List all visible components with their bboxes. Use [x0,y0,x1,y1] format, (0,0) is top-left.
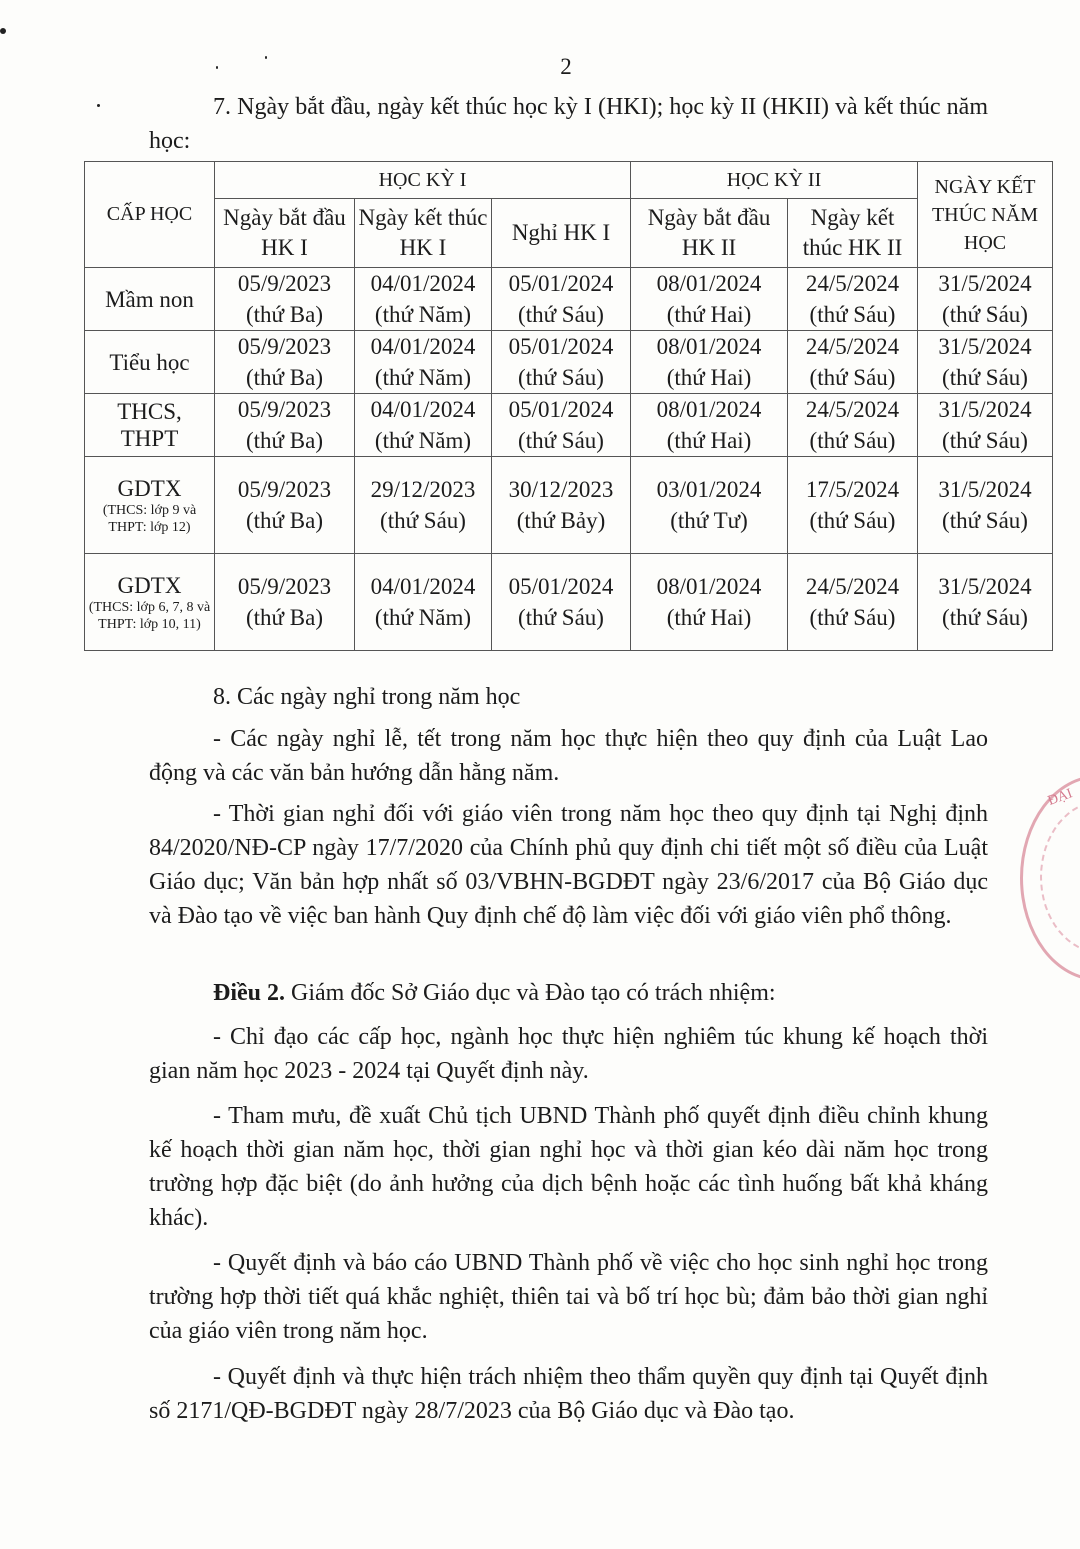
date-value: 04/01/2024 [370,334,476,359]
date-value: 05/9/2023 [237,477,332,502]
level-cell [85,268,215,331]
date-cell [631,554,788,651]
date-cell [355,268,492,331]
header-hk1-start: Ngày bắt đầu HK I [215,199,355,268]
level-name: THCS, THPT [117,399,182,451]
weekday-value: (thứ Sáu) [942,605,1028,630]
weekday-value: (thứ Bảy) [516,508,606,533]
level-note: (THCS: lớp 9 và THPT: lớp 12) [102,502,197,535]
date-cell [918,394,1053,457]
date-value: 30/12/2023 [508,477,614,502]
weekday-value: (thứ Sáu) [518,605,604,630]
article-2-lead: Điều 2. [213,980,285,1006]
weekday-value: (thứ Ba) [246,302,323,327]
date-cell [355,554,492,651]
date-value: 05/9/2023 [237,397,332,422]
date-value: 05/01/2024 [508,334,614,359]
level-cell [85,554,215,651]
level-name: Mầm non [105,286,194,312]
table-row [85,554,1053,651]
date-value: 04/01/2024 [370,271,476,296]
date-cell [631,331,788,394]
date-value: 24/5/2024 [805,334,900,359]
level-name: GDTX [117,475,182,501]
article-2-bullet: - Chỉ đạo các cấp học, ngành học thực hiện nghiêm túc khung kế hoạch thời gian năm học 2023 - 2024 tại Quyết định này. [149,1024,988,1084]
date-value: 08/01/2024 [656,271,762,296]
date-cell [788,457,918,554]
date-cell [492,268,631,331]
date-cell [918,268,1053,331]
table-row [85,331,1053,394]
date-value: 31/5/2024 [938,271,1032,296]
weekday-value: (thứ Ba) [246,365,323,390]
header-hk1-end: Ngày kết thúc HK I [355,199,492,268]
date-value: 05/9/2023 [237,334,332,359]
date-value: 24/5/2024 [805,574,900,599]
weekday-value: (thứ Hai) [666,428,752,453]
date-cell [215,394,355,457]
date-value: 31/5/2024 [938,574,1032,599]
date-value: 08/01/2024 [656,334,762,359]
date-cell [788,554,918,651]
weekday-value: (thứ Hai) [666,605,752,630]
level-name: Tiểu học [109,349,190,375]
page-number: 2 [560,54,572,79]
weekday-value: (thứ Tư) [670,508,748,533]
level-name: GDTX [117,572,182,598]
weekday-value: (thứ Sáu) [518,302,604,327]
weekday-value: (thứ Sáu) [380,508,466,533]
weekday-value: (thứ Ba) [246,428,323,453]
section-7-text: 7. Ngày bắt đầu, ngày kết thúc học kỳ I (HKI); học kỳ II (HKII) và kết thúc năm học: [149,94,988,154]
date-cell [788,268,918,331]
date-value: 05/01/2024 [508,574,614,599]
scan-speck [0,28,6,34]
scan-speck [97,104,100,107]
weekday-value: (thứ Sáu) [942,508,1028,533]
weekday-value: (thứ Sáu) [942,365,1028,390]
date-cell [355,331,492,394]
article-2-bullet: - Quyết định và báo cáo UBND Thành phố về việc cho học sinh nghỉ học trong trường hợp thời tiết quá khắc nghiệt, thiên tai và bố trí học bù; đảm bảo thời gian nghỉ của giáo viên trong năm học. [149,1250,988,1344]
level-cell [85,457,215,554]
date-cell [492,331,631,394]
date-cell [918,554,1053,651]
weekday-value: (thứ Sáu) [809,508,896,533]
header-hk1-group: HỌC KỲ I [215,162,631,199]
weekday-value: (thứ Sáu) [809,302,896,327]
date-value: 04/01/2024 [370,574,476,599]
header-hk2-group: HỌC KỲ II [631,162,918,199]
weekday-value: (thứ Sáu) [809,428,896,453]
weekday-value: (thứ Sáu) [942,302,1028,327]
section-8-bullet: - Các ngày nghỉ lễ, tết trong năm học thực hiện theo quy định của Luật Lao động và các văn bản hướng dẫn hằng năm. [149,726,988,786]
header-hk2-end: Ngày kết thúc HK II [788,199,918,268]
article-2-bullet: - Tham mưu, đề xuất Chủ tịch UBND Thành phố quyết định điều chỉnh khung kế hoạch thời gian năm học, thời gian nghỉ học và thời gian kéo dài năm học trong trường hợp đặc biệt (do ảnh hưởng của dịch bệnh hoặc các tình huống bất khả kháng khác). [149,1103,988,1231]
date-value: 05/01/2024 [508,271,614,296]
date-cell [788,331,918,394]
level-note: (THCS: lớp 6, 7, 8 và THPT: lớp 10, 11) [88,599,211,632]
date-value: 03/01/2024 [656,477,762,502]
date-value: 08/01/2024 [656,397,762,422]
date-cell [631,457,788,554]
table-row [85,268,1053,331]
date-value: 05/9/2023 [237,271,332,296]
date-cell [492,554,631,651]
weekday-value: (thứ Hai) [666,302,752,327]
table-row [85,394,1053,457]
date-value: 05/01/2024 [508,397,614,422]
date-cell [788,394,918,457]
weekday-value: (thứ Ba) [246,508,323,533]
header-end-year: NGÀY KẾT THÚC NĂM HỌC [918,162,1053,268]
date-value: 31/5/2024 [938,397,1032,422]
article-2-heading [149,976,988,1010]
table-row [85,457,1053,554]
level-cell [85,331,215,394]
weekday-value: (thứ Năm) [374,365,472,390]
weekday-value: (thứ Sáu) [518,428,604,453]
date-cell [355,394,492,457]
date-value: 17/5/2024 [805,477,900,502]
official-seal-text: ĐẠI [1046,786,1075,809]
date-value: 31/5/2024 [938,477,1032,502]
header-level: CẤP HỌC [85,162,215,268]
date-cell [631,268,788,331]
header-hk2-start: Ngày bắt đầu HK II [631,199,788,268]
date-cell [215,554,355,651]
header-hk1-break: Nghỉ HK I [492,199,631,268]
date-value: 24/5/2024 [805,271,900,296]
date-cell [492,457,631,554]
weekday-value: (thứ Ba) [246,605,323,630]
date-cell [215,331,355,394]
school-year-schedule-table [84,161,1053,651]
weekday-value: (thứ Sáu) [942,428,1028,453]
date-cell [215,457,355,554]
date-cell [918,331,1053,394]
date-cell [355,457,492,554]
date-cell [631,394,788,457]
date-value: 04/01/2024 [370,397,476,422]
date-value: 05/9/2023 [237,574,332,599]
date-cell [215,268,355,331]
weekday-value: (thứ Năm) [374,428,472,453]
date-value: 24/5/2024 [805,397,900,422]
weekday-value: (thứ Năm) [374,302,472,327]
weekday-value: (thứ Sáu) [809,605,896,630]
weekday-value: (thứ Sáu) [809,365,896,390]
article-2-bullet: - Quyết định và thực hiện trách nhiệm theo thẩm quyền quy định tại Quyết định số 2171/QĐ-BGDĐT ngày 28/7/2023 của Bộ Giáo dục và Đào tạo. [149,1364,988,1424]
section-8-title: 8. Các ngày nghỉ trong năm học [213,684,521,710]
section-7-heading [149,90,988,158]
level-cell [85,394,215,457]
date-value: 29/12/2023 [370,477,476,502]
date-cell [918,457,1053,554]
weekday-value: (thứ Năm) [374,605,472,630]
date-value: 08/01/2024 [656,574,762,599]
weekday-value: (thứ Hai) [666,365,752,390]
date-cell [492,394,631,457]
article-2-text: Giám đốc Sở Giáo dục và Đào tạo có trách nhiệm: [285,980,776,1006]
section-8-bullet: - Thời gian nghỉ đối với giáo viên trong năm học theo quy định tại Nghị định 84/2020/NĐ-CP ngày 17/7/2020 của Chính phủ quy định chi tiết một số điều của Luật Giáo dục; Văn bản hợp nhất số 03/VBHN-BGDĐT ngày 23/6/2017 của Bộ Giáo dục và Đào tạo về việc ban hành Quy định chế độ làm việc đối với giáo viên phổ thông. [149,801,988,929]
weekday-value: (thứ Sáu) [518,365,604,390]
date-value: 31/5/2024 [938,334,1032,359]
section-8-heading [149,680,988,714]
